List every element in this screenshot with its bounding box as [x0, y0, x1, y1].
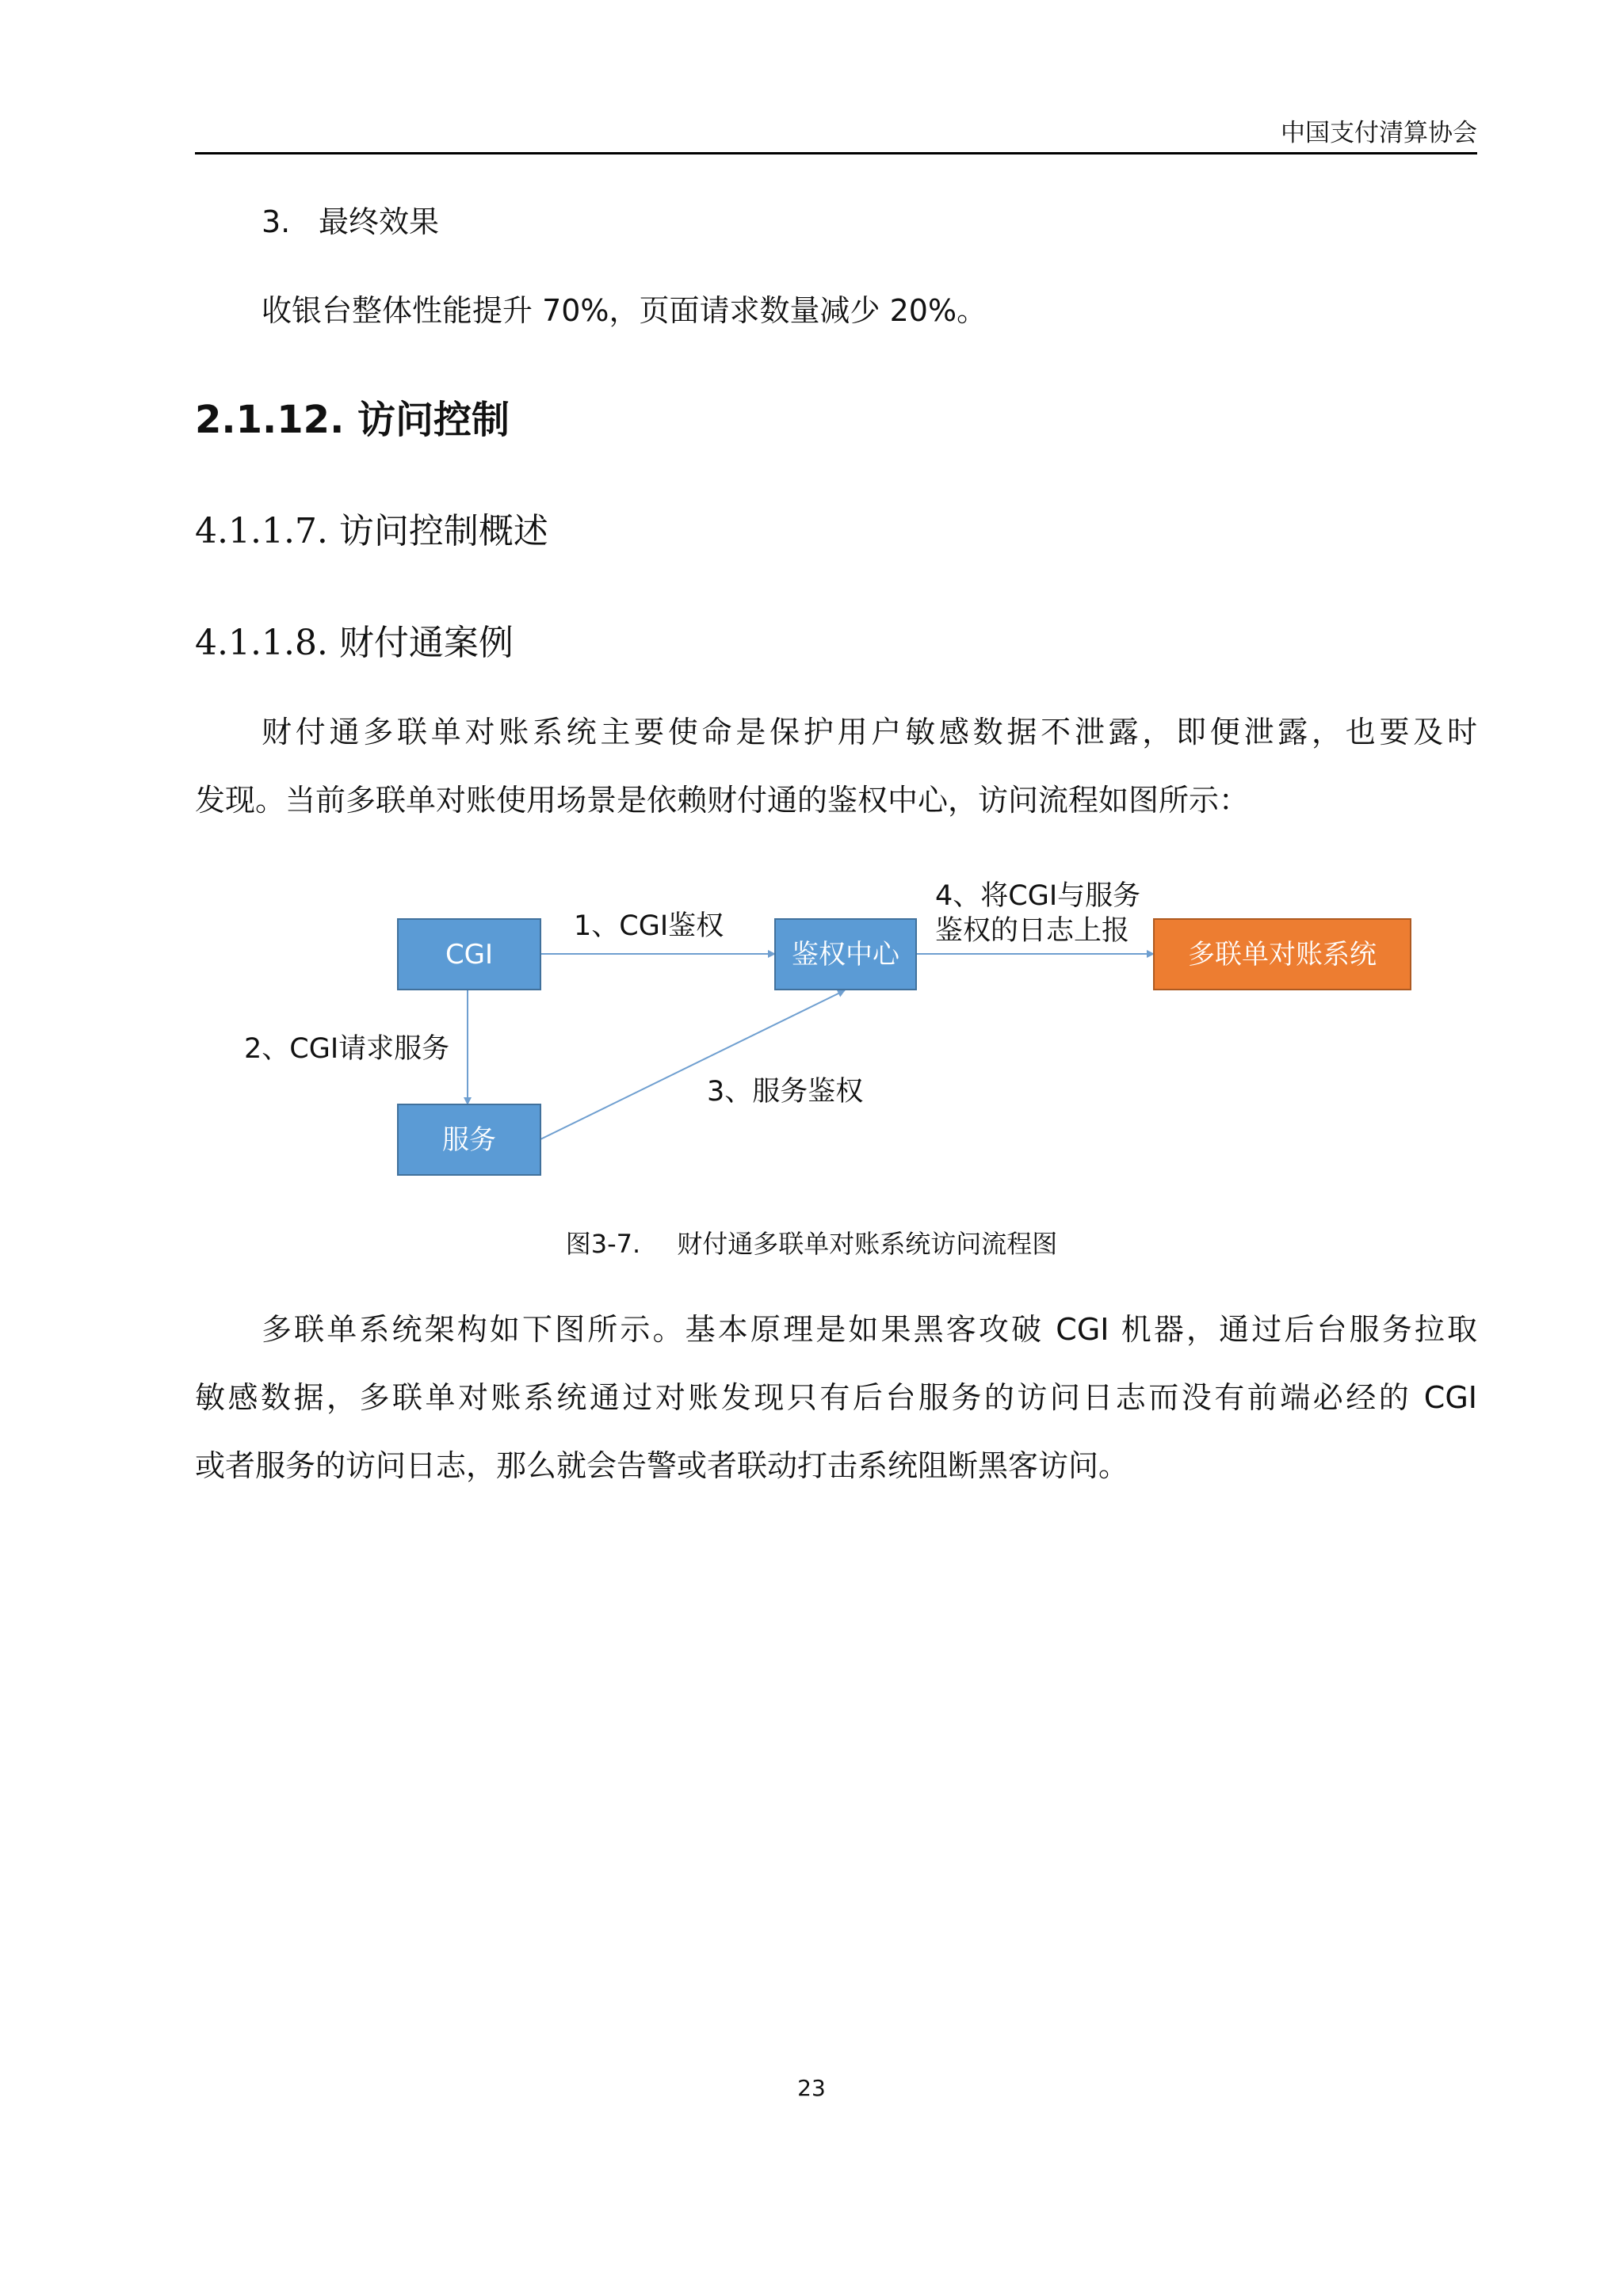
- node-cgi: [398, 919, 540, 990]
- node-cgi-label: CGI: [445, 939, 494, 971]
- edge-label-step-2: 2、CGI请求服务: [244, 1033, 450, 1065]
- edge-label-step-4-line-1: 4、将CGI与服务: [935, 880, 1141, 912]
- figure-caption-number: 图3-7.: [565, 1229, 641, 1259]
- paragraph-1-line-2: 发现。当前多联单对账使用场景是依赖财付通的鉴权中心，访问流程如图所示：: [195, 783, 1250, 818]
- arrow-service-to-auth: [540, 990, 845, 1139]
- heading-access-control-overview: 4.1.1.7. 访问控制概述: [195, 511, 548, 551]
- heading-tenpay-case: 4.1.1.8. 财付通案例: [195, 623, 514, 663]
- node-auth-center-label: 鉴权中心: [792, 939, 899, 971]
- paragraph-1-line-1: 财付通多联单对账系统主要使命是保护用户敏感数据不泄露，即便泄露，也要及时: [262, 715, 1477, 749]
- header-organization: 中国支付清算协会: [1281, 119, 1477, 147]
- node-reconciliation-label: 多联单对账系统: [1188, 939, 1377, 971]
- node-service: [398, 1104, 540, 1175]
- node-auth-center: [775, 919, 916, 990]
- figure-caption-text: 财付通多联单对账系统访问流程图: [677, 1229, 1058, 1259]
- edge-label-step-1: 1、CGI鉴权: [574, 910, 724, 942]
- paragraph-2-line-3: 或者服务的访问日志，那么就会告警或者联动打击系统阻断黑客访问。: [195, 1448, 1129, 1483]
- page-number: 23: [797, 2075, 826, 2101]
- node-service-label: 服务: [442, 1124, 496, 1156]
- node-reconciliation-system: [1154, 919, 1411, 990]
- figure-caption: [0, 1226, 1623, 1261]
- paragraph-2-line-2: 敏感数据，多联单对账系统通过对账发现只有后台服务的访问日志而没有前端必经的 CGI: [195, 1380, 1477, 1415]
- paragraph-2-line-1: 多联单系统架构如下图所示。基本原理是如果黑客攻破 CGI 机器，通过后台服务拉取: [262, 1312, 1477, 1347]
- list-number: 3.: [262, 204, 291, 239]
- result-text: 收银台整体性能提升 70%，页面请求数量减少 20%。: [262, 293, 987, 328]
- edge-label-step-3: 3、服务鉴权: [707, 1076, 864, 1108]
- heading-access-control: 2.1.12. 访问控制: [195, 398, 510, 442]
- edge-label-step-4-line-2: 鉴权的日志上报: [935, 915, 1130, 947]
- list-title: 最终效果: [319, 204, 440, 239]
